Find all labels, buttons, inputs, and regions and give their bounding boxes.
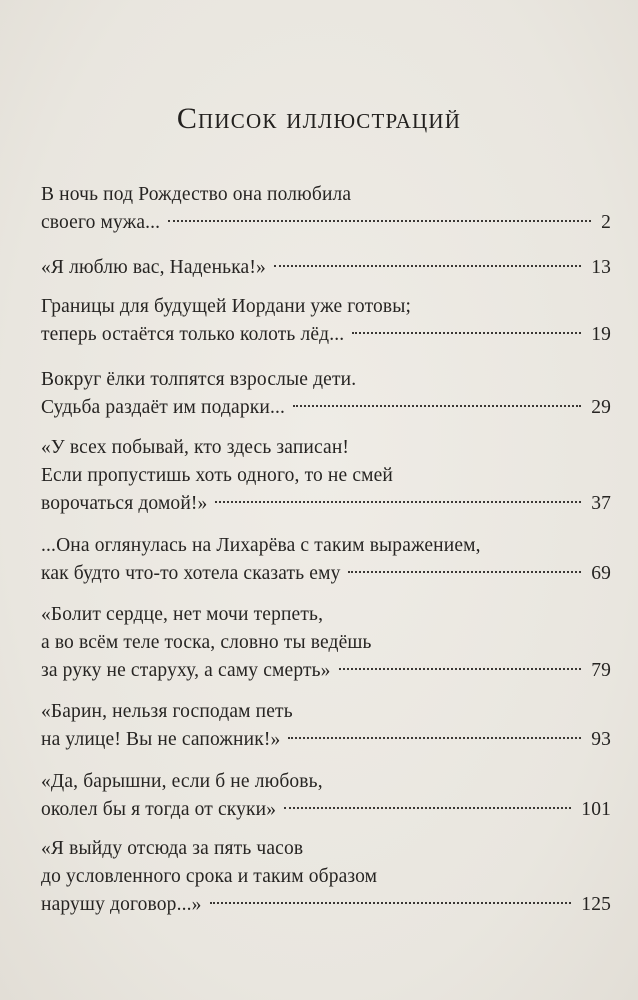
entry-last-line (41, 891, 611, 919)
entry-line: Судьба раздаёт им подарки... (41, 397, 286, 418)
page-number: 125 (581, 894, 611, 915)
entry-line: «У всех побывай, кто здесь записан! (41, 437, 350, 458)
entry-line: нарушу договор...» (41, 894, 202, 915)
entry-line: «Барин, нельзя господам петь (41, 701, 293, 722)
list-item (41, 434, 611, 518)
dot-leader (274, 265, 581, 267)
dot-leader (215, 501, 581, 503)
entry-line: а во всём теле тоска, словно ты ведёшь (41, 632, 372, 653)
list-item (41, 768, 611, 824)
entry-line: как будто что-то хотела сказать ему (41, 563, 341, 584)
entry-line: «Я выйду отсюда за пять часов (41, 838, 304, 859)
list-item (41, 601, 611, 685)
entry-line: до условленного срока и таким образом (41, 866, 378, 887)
dot-leader (339, 668, 582, 670)
dot-leader (348, 571, 581, 573)
entry-last-line (41, 209, 611, 237)
dot-leader (284, 807, 571, 809)
list-item (41, 181, 611, 237)
entry-line: своего мужа... (41, 212, 161, 233)
dot-leader (210, 902, 572, 904)
page-number: 101 (581, 799, 611, 820)
entry-last-line (41, 321, 611, 349)
entry-last-line (41, 254, 611, 282)
entry-line: Границы для будущей Иордани уже готовы; (41, 296, 412, 317)
page-number: 2 (601, 212, 611, 233)
page-number: 93 (591, 729, 611, 750)
list-item (41, 835, 611, 919)
entry-last-line (41, 726, 611, 754)
entry-line: Вокруг ёлки толпятся взрослые дети. (41, 369, 357, 390)
entry-line: на улице! Вы не сапожник!» (41, 729, 281, 750)
page-number: 29 (591, 397, 611, 418)
page-number: 13 (591, 257, 611, 278)
dot-leader (293, 405, 581, 407)
entry-last-line (41, 657, 611, 685)
entry-line: Если пропустишь хоть одного, то не смей (41, 465, 394, 486)
entry-last-line (41, 394, 611, 422)
entry-line: «Я люблю вас, Наденька!» (41, 257, 266, 278)
entry-last-line (41, 560, 611, 588)
entry-line: за руку не старуху, а саму смерть» (41, 660, 331, 681)
list-item (41, 698, 611, 754)
dot-leader (168, 220, 591, 222)
dot-leader (352, 332, 581, 334)
list-item (41, 293, 611, 349)
entry-last-line (41, 490, 611, 518)
entry-line: «Да, барышни, если б не любовь, (41, 771, 323, 792)
entry-line: ...Она оглянулась на Лихарёва с таким выражением, (41, 535, 481, 556)
page-number: 37 (591, 493, 611, 514)
page-title: Список иллюстраций (176, 102, 462, 135)
page-number: 19 (591, 324, 611, 345)
entry-line: околел бы я тогда от скуки» (41, 799, 277, 820)
dot-leader (288, 737, 581, 739)
page-number: 69 (591, 563, 611, 584)
list-item (41, 532, 611, 588)
entry-last-line (41, 796, 611, 824)
page-number: 79 (591, 660, 611, 681)
entry-line: теперь остаётся только колоть лёд... (41, 324, 345, 345)
list-item (41, 254, 611, 282)
entry-line: «Болит сердце, нет мочи терпеть, (41, 604, 324, 625)
entry-line: ворочаться домой!» (41, 493, 208, 514)
list-item (41, 366, 611, 422)
entry-line: В ночь под Рождество она полюбила (41, 184, 352, 205)
